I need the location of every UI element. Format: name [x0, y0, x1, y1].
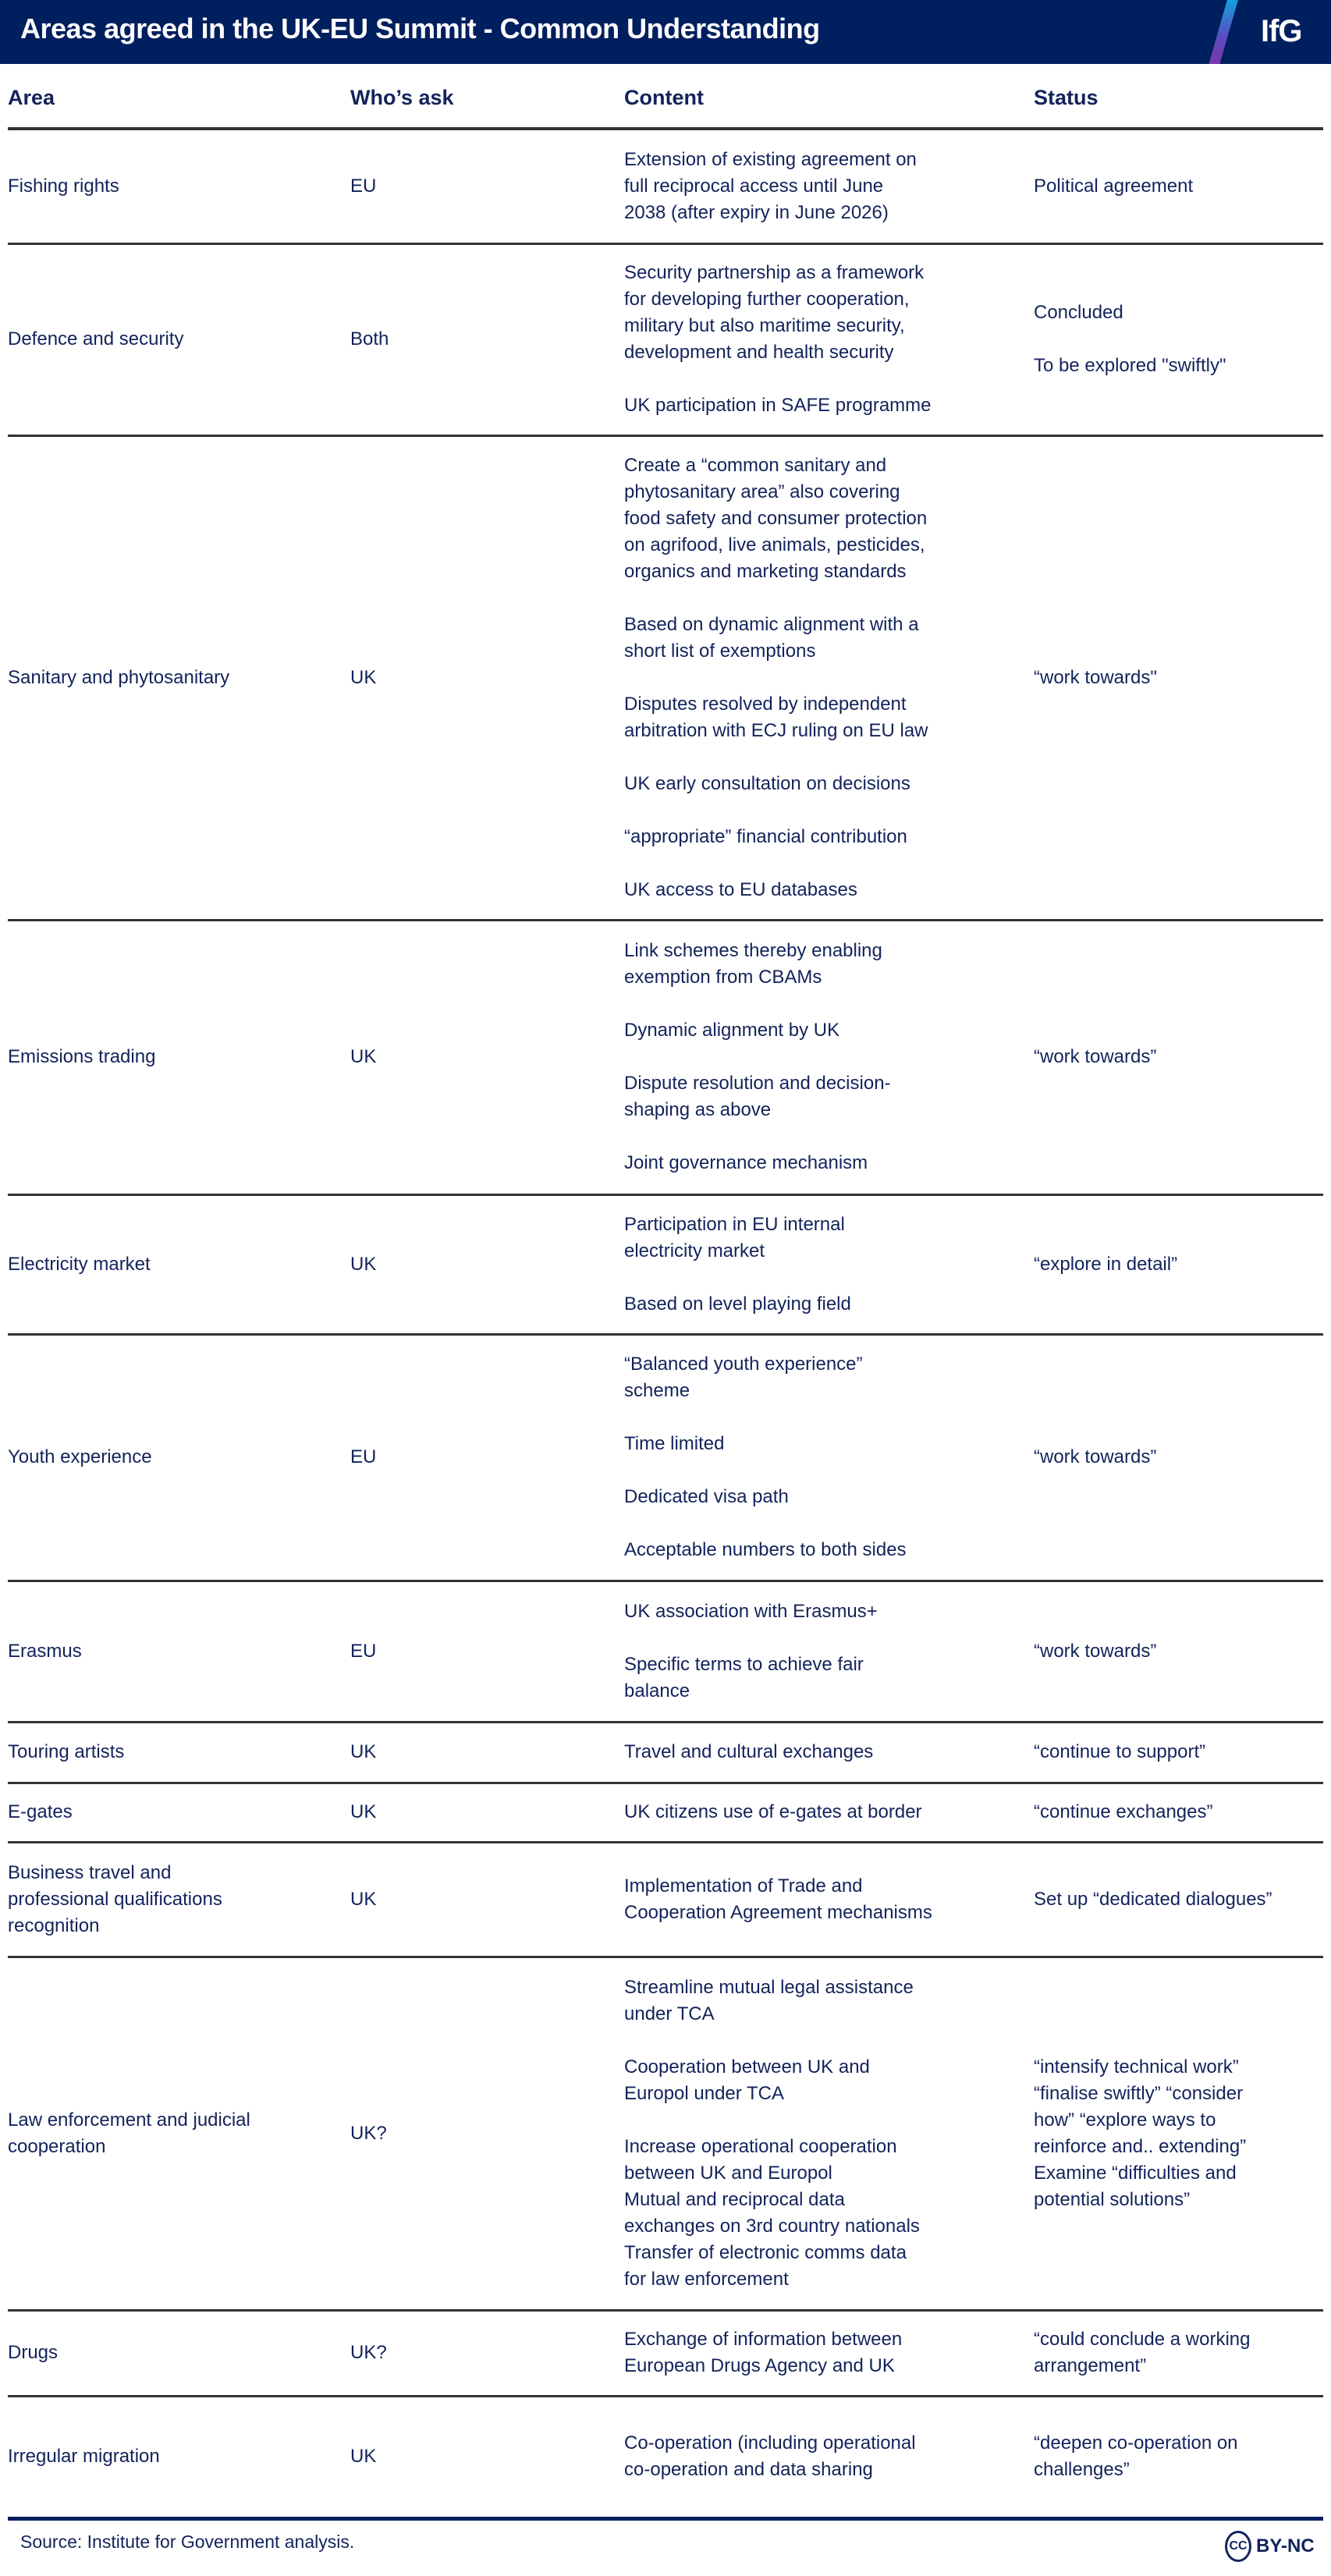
cell-content: Co-operation (including operational co-operation and data sharing	[624, 2432, 916, 2480]
table-row	[0, 243, 1331, 435]
cell-status: “continue to support”	[1034, 1741, 1206, 1762]
table-row	[0, 1334, 1331, 1581]
cell-who: UK	[350, 1741, 377, 1762]
cell-content: Link schemes thereby enabling exemption from CBAMs Dynamic alignment by UK Dispute resolution and decision- shaping as above Joint governance mechanism	[624, 940, 891, 1173]
cell-area: Irregular migration	[8, 2445, 160, 2467]
source-note: Source: Institute for Government analysis.	[20, 2532, 355, 2552]
cell-status: Concluded To be explored "swiftly"	[1034, 302, 1226, 376]
cell-content: Implementation of Trade and Cooperation Agreement mechanisms	[624, 1875, 932, 1923]
cell-area: Drugs	[8, 2342, 59, 2363]
cell-area: Law enforcement and judicial cooperation	[8, 2109, 250, 2157]
cell-content: UK citizens use of e-gates at border	[624, 1801, 922, 1822]
cell-area: Defence and security	[8, 328, 184, 349]
page-title: Areas agreed in the UK-EU Summit - Common Understanding	[20, 12, 820, 44]
cell-content: Create a “common sanitary and phytosanitary area” also covering food safety and consumer protection on agrifood, live animals, pesticides, organics and marketing standards Based on dynamic alignment with a short list of exemptions Disputes resolved by independent arbitration with ECJ ruling on EU law UK early consultation on decisions “appropriate” financial contribution UK access to EU databases	[624, 454, 928, 900]
cell-content: Streamline mutual legal assistance under TCA Cooperation between UK and Europol under TCA Increase operational cooperation between UK and Europol Mutual and reciprocal data exchanges on 3rd country nationals Transfer of electronic comms data for law enforcement	[624, 1976, 920, 2290]
column-header-area: Area	[8, 86, 55, 109]
column-header-content: Content	[624, 86, 704, 109]
column-header-who: Who’s ask	[350, 86, 454, 109]
logo-slash-decoration	[1205, 0, 1240, 64]
footer-divider	[8, 2517, 1323, 2521]
cell-area: Electricity market	[8, 1253, 151, 1275]
cell-content: Exchange of information between European Drugs Agency and UK	[624, 2329, 903, 2376]
cell-area: Fishing rights	[8, 176, 119, 197]
cell-area: Emissions trading	[8, 1046, 156, 1067]
cell-status: “work towards”	[1034, 1640, 1157, 1662]
cell-status: “continue exchanges”	[1034, 1801, 1213, 1822]
table-row	[0, 1722, 1331, 1783]
cell-content: UK association with Erasmus+ Specific terms to achieve fair balance	[624, 1600, 878, 1701]
cell-status: Set up “dedicated dialogues”	[1034, 1888, 1272, 1910]
cell-content: Extension of existing agreement on full reciprocal access until June 2038 (after expiry in June 2026)	[624, 149, 917, 223]
table-row	[0, 1581, 1331, 1722]
cell-area: Erasmus	[8, 1640, 82, 1662]
license-label: BY-NC	[1256, 2535, 1315, 2556]
table-row	[0, 1842, 1331, 1957]
cell-who: UK?	[350, 2122, 387, 2144]
cell-status: “deepen co-operation on challenges”	[1034, 2432, 1238, 2480]
ifg-logo: IfG	[1261, 14, 1302, 48]
cell-status: “explore in detail”	[1034, 1253, 1178, 1275]
cell-status: “work towards”	[1034, 1446, 1157, 1467]
table-row	[0, 130, 1331, 243]
cell-who: UK	[350, 666, 377, 688]
cell-who: UK	[350, 1253, 377, 1275]
column-header-status: Status	[1034, 86, 1099, 109]
table-row	[0, 920, 1331, 1194]
cell-content: Security partnership as a framework for developing further cooperation, military but also maritime security, development and health security UK participation in SAFE programme	[624, 262, 932, 416]
cell-area: E-gates	[8, 1801, 73, 1822]
cell-who: UK?	[350, 2342, 387, 2363]
cell-who: UK	[350, 1888, 377, 1910]
table-row	[0, 1194, 1331, 1334]
cell-status: “work towards"	[1034, 666, 1157, 688]
cell-area: Youth experience	[8, 1446, 152, 1467]
cell-area: Touring artists	[8, 1741, 125, 1762]
cell-area: Sanitary and phytosanitary	[8, 666, 230, 688]
cell-status: Political agreement	[1034, 176, 1194, 197]
cell-status: “could conclude a working arrangement”	[1034, 2329, 1251, 2376]
cell-who: EU	[350, 1446, 377, 1467]
cell-who: UK	[350, 2445, 377, 2467]
cell-status: “intensify technical work” “finalise swiftly” “consider how” “explore ways to reinforce and.. extending” Examine “difficulties and potential solutions”	[1034, 2056, 1247, 2210]
cell-who: UK	[350, 1046, 377, 1067]
table-row	[0, 435, 1331, 920]
cell-area: Business travel and professional qualifications recognition	[8, 1861, 222, 1936]
table-row	[0, 2396, 1331, 2517]
cell-status: “work towards”	[1034, 1046, 1157, 1067]
cell-content: Participation in EU internal electricity market Based on level playing field	[624, 1213, 851, 1315]
license-badge	[1225, 2531, 1315, 2562]
cell-content: “Balanced youth experience” scheme Time limited Dedicated visa path Acceptable numbers to both sides	[624, 1354, 907, 1560]
cell-content: Travel and cultural exchanges	[624, 1741, 874, 1762]
table-row	[0, 1957, 1331, 2310]
cell-who: UK	[350, 1801, 377, 1822]
cell-who: EU	[350, 1640, 377, 1662]
title-banner	[0, 0, 1331, 64]
cell-who: EU	[350, 176, 377, 197]
creative-commons-icon: CC	[1225, 2531, 1251, 2562]
table-header	[0, 78, 1331, 130]
table-row	[0, 2310, 1331, 2396]
cell-who: Both	[350, 328, 389, 349]
table-row	[0, 1783, 1331, 1842]
